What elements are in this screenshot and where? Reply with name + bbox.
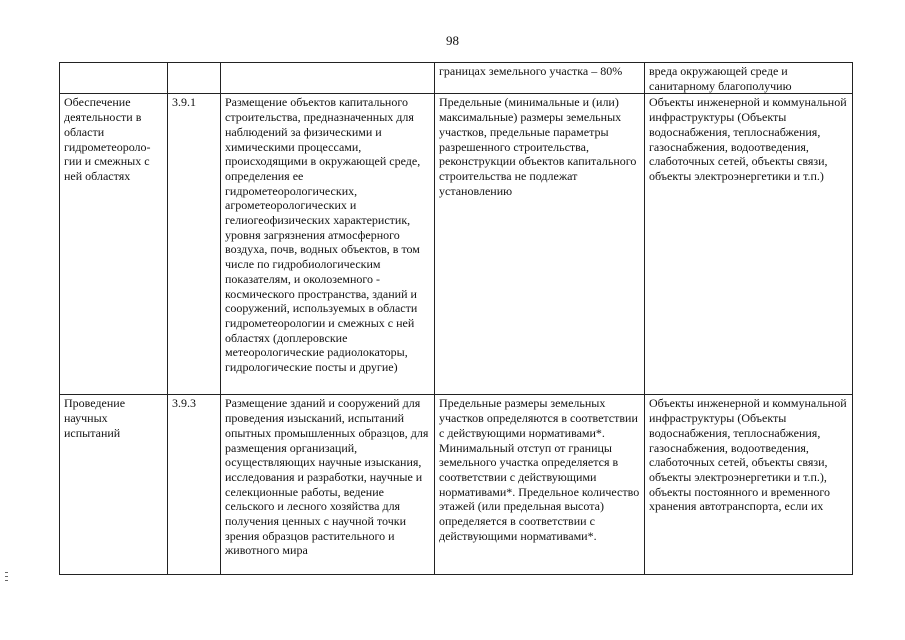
- table-cell: Размещение зданий и сооружений для проведения изысканий, испытаний опытных промышленных образцов, для размещения организаций, осуществляющих научные изыскания, исследования и разработки, научные и селекционные работы, ведение сельского и лесного хозяйства для получения ценных с научной точки зрения образцов растительного и животного мира: [221, 395, 435, 575]
- scan-mark: [5, 576, 8, 577]
- table-cell: вреда окружающей среде и санитарному благополучию: [645, 63, 853, 94]
- table-cell: 3.9.1: [168, 94, 221, 395]
- table-row: [60, 395, 853, 575]
- table-cell: [60, 63, 168, 94]
- scan-mark: [5, 572, 8, 573]
- table-row: [60, 63, 853, 94]
- table-cell: Предельные размеры земельных участков определяются в соответствии с действующими нормативами*. Минимальный отступ от границы земельного участка определяется в соответствии с действующими нормативами*. Предельное количество этажей (или предельная высота) определяется в соответствии с действующими нормативами*.: [435, 395, 645, 575]
- table-cell: 3.9.3: [168, 395, 221, 575]
- table-cell: Объекты инженерной и коммунальной инфраструктуры (Объекты водоснабжения, теплоснабжения, газоснабжения, водоотведения, слаботочных сетей, объекты связи, объекты электроэнергетики и т.п.), объекты постоянного и временного хранения автотранспорта, если их: [645, 395, 853, 575]
- table-row: [60, 94, 853, 395]
- table-cell: Объекты инженерной и коммунальной инфраструктуры (Объекты водоснабжения, теплоснабжения, газоснабжения, водоотведения, слаботочных сетей, объекты связи, объекты электроэнергетики и т.п.): [645, 94, 853, 395]
- table-cell: Размещение объектов капитального строительства, предназначенных для наблюдений за физическими и химическими процессами, происходящими в окружающей среде, определения ее гидрометеорологических, агрометеорологических и гелиогеофизических характеристик, уровня загрязнения атмосферного воздуха, почв, водных объектов, в том числе по гидробиологическим показателям, и околоземного - космического пространства, зданий и сооружений, используемых в области гидрометеорологии и смежных с ней областях (доплеровские метеорологические радиолокаторы, гидрологические посты и другие): [221, 94, 435, 395]
- table-cell: Предельные (минимальные и (или) максимальные) размеры земельных участков, предельные параметры разрешенного строительства, реконструкции объектов капитального строительства не подлежат установлению: [435, 94, 645, 395]
- table-cell: границах земельного участка – 80%: [435, 63, 645, 94]
- table-cell: Обеспечение деятельности в области гидрометеороло-гии и смежных с ней областях: [60, 94, 168, 395]
- table-cell: Проведение научных испытаний: [60, 395, 168, 575]
- table-cell: [168, 63, 221, 94]
- table-cell: [221, 63, 435, 94]
- page-number: 98: [446, 33, 459, 48]
- land-use-table: [59, 62, 853, 575]
- scan-mark: [5, 580, 8, 581]
